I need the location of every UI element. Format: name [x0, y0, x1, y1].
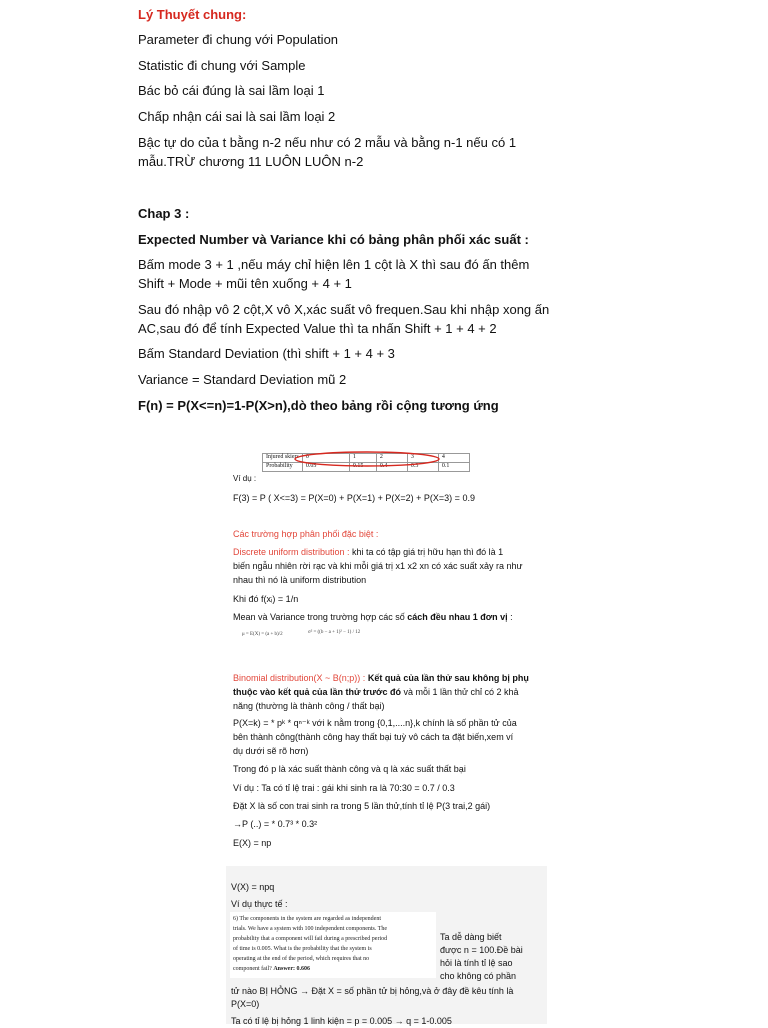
- side-note: hỏi là tính tỉ lệ sao: [440, 958, 513, 968]
- side-note: Ta dễ dàng biết: [440, 932, 502, 942]
- table-header-cell: 0: [302, 454, 349, 463]
- problem-image: [230, 912, 436, 978]
- table-prob-cell: 0.15: [349, 463, 376, 472]
- side-note: được n = 100.Đề bài: [440, 945, 523, 955]
- chap3-line: AC,sau đó để tính Expected Value thì ta nhấn Shift + 1 + 4 + 2: [138, 321, 497, 336]
- mean-formula: μ = E(X) = (a + b)/2: [242, 632, 283, 637]
- problem-line: operating at the end of the period, which requires that no: [233, 956, 370, 962]
- problem-answer: Answer: 0.606: [273, 966, 310, 972]
- uniform-text: biến ngẫu nhiên rời rạc và khi mỗi giá trị x1 x2 xn có xác suất xảy ra như: [233, 561, 523, 571]
- theory-line: Chấp nhận cái sai là sai lầm loại 2: [138, 109, 336, 124]
- mean-var-bold: cách đều nhau 1 đơn vị: [407, 612, 508, 622]
- example-result: F(3) = P ( X<=3) = P(X=0) + P(X=1) + P(X=2) + P(X=3) = 0.9: [233, 493, 475, 503]
- binomial-title: Binomial distribution(X ~ B(n;p)) :: [233, 673, 366, 683]
- variance-formula-text: V(X) = npq: [231, 882, 275, 892]
- mean-var-text: :: [507, 612, 513, 622]
- binomial-pmf: P(X=k) = * pᵏ * qⁿ⁻ᵏ với k nằm trong {0,1,....n},k chính là số phần tử của: [233, 718, 517, 728]
- uniform-f: Khi đó f(xᵢ) = 1/n: [233, 594, 299, 604]
- chap3-heading: Chap 3 :: [138, 206, 190, 221]
- after-note: P(X=0): [231, 999, 260, 1009]
- binomial-pq: Trong đó p là xác suất thành công và q là xác suất thất bại: [233, 764, 466, 774]
- table-prob-cell: 0.4: [376, 463, 407, 472]
- binomial-line-1: [233, 671, 529, 685]
- table-prob-cell: 0.3: [407, 463, 438, 472]
- chap3-line: Bấm Standard Deviation (thì shift + 1 + 4 + 3: [138, 346, 395, 361]
- chap3-line: Shift + Mode + mũi tên xuống + 4 + 1: [138, 276, 352, 291]
- binomial-bold: Kết quả của lần thử sau không bị phụ: [365, 673, 529, 683]
- uniform-title: Discrete uniform distribution :: [233, 547, 350, 557]
- special-heading: Các trường hợp phân phối đặc biệt :: [233, 529, 379, 539]
- probability-table-image: [262, 453, 470, 472]
- theory-line: Bậc tự do của t bằng n-2 nếu như có 2 mẫu và bằng n-1 nếu có 1: [138, 135, 517, 150]
- chap3-line: Variance = Standard Deviation mũ 2: [138, 372, 347, 387]
- table-prob-cell: 0.1: [438, 463, 469, 472]
- binomial-bold: thuộc vào kết quả của lần thử trước đó: [233, 687, 401, 697]
- binomial-example: Đặt X là số con trai sinh ra trong 5 lần thử,tính tỉ lệ P(3 trai,2 gái): [233, 801, 491, 811]
- problem-line: probability that a component will fail during a prescribed period: [233, 936, 388, 942]
- theory-line: Bác bỏ cái đúng là sai lầm loại 1: [138, 83, 325, 98]
- example-label: Ví dụ :: [233, 474, 257, 483]
- last-line: Ta có tỉ lệ bị hỏng 1 linh kiện = p = 0.005 → q = 1-0.005: [231, 1016, 452, 1026]
- binomial-pmf: dụ dưới sẽ rõ hơn): [233, 746, 309, 756]
- table-prob-cell: Probability: [263, 463, 303, 472]
- binomial-line-2: [233, 685, 519, 699]
- uniform-text: nhau thì nó là uniform distribution: [233, 575, 367, 585]
- binomial-text: năng (thường là thành công / thất bại): [233, 701, 385, 711]
- after-note: tử nào BỊ HỎNG → Đặt X = số phần tử bị hỏng,và ở đây đề kêu tính là: [231, 986, 514, 996]
- variance-formula: σ² = ((b − a + 1)² − 1) / 12: [308, 630, 361, 635]
- binomial-mean: E(X) = np: [233, 838, 272, 848]
- problem-line: trials. We have a system with 100 independent components. The: [233, 926, 388, 932]
- chap3-formula: F(n) = P(X<=n)=1-P(X>n),dò theo bảng rồi cộng tương ứng: [138, 398, 499, 413]
- uniform-line: [233, 545, 503, 559]
- chap3-line: Sau đó nhập vô 2 cột,X vô X,xác suất vô frequen.Sau khi nhập xong ấn: [138, 302, 550, 317]
- practical-label: Ví dụ thực tế :: [231, 899, 288, 909]
- theory-line: Parameter đi chung với Population: [138, 32, 339, 47]
- theory-line: mẫu.TRỪ chương 11 LUÔN LUÔN n-2: [138, 154, 364, 169]
- uniform-text: khi ta có tập giá trị hữu hạn thì đó là 1: [349, 547, 504, 557]
- chap3-subheading: Expected Number và Variance khi có bảng phân phối xác suất :: [138, 232, 529, 247]
- mean-variance-line: [233, 610, 513, 624]
- theory-line: Statistic đi chung với Sample: [138, 58, 306, 73]
- side-note: cho không có phần: [440, 971, 517, 981]
- table-header-cell: 2: [376, 454, 407, 463]
- table-header-cell: 4: [438, 454, 469, 463]
- table-prob-cell: 0.05: [302, 463, 349, 472]
- mean-var-text: Mean và Variance trong trường hợp các số: [233, 612, 408, 622]
- problem-line: component fail?: [233, 966, 272, 972]
- binomial-text: và mỗi 1 lần thử chỉ có 2 khả: [400, 687, 519, 697]
- theory-heading: Lý Thuyết chung:: [138, 7, 247, 22]
- table-header-cell: Injured skiers: [263, 454, 303, 463]
- chap3-line: Bấm mode 3 + 1 ,nếu máy chỉ hiện lên 1 cột là X thì sau đó ấn thêm: [138, 257, 530, 272]
- binomial-pmf: bên thành công(thành công hay thất bại tuỳ vô cách ta đặt biến,xem ví: [233, 732, 514, 742]
- problem-line: 6) The components in the system are regarded as independent: [233, 916, 382, 922]
- problem-line: of time is 0.005. What is the probability that the system is: [233, 946, 372, 952]
- red-circle-annotation: [292, 450, 452, 470]
- table-header-cell: 3: [407, 454, 438, 463]
- binomial-example: →P (..) = * 0.7³ * 0.3²: [233, 819, 318, 829]
- binomial-example: Ví dụ : Ta có tỉ lệ trai : gái khi sinh ra là 70:30 = 0.7 / 0.3: [233, 783, 455, 793]
- table-header-cell: 1: [349, 454, 376, 463]
